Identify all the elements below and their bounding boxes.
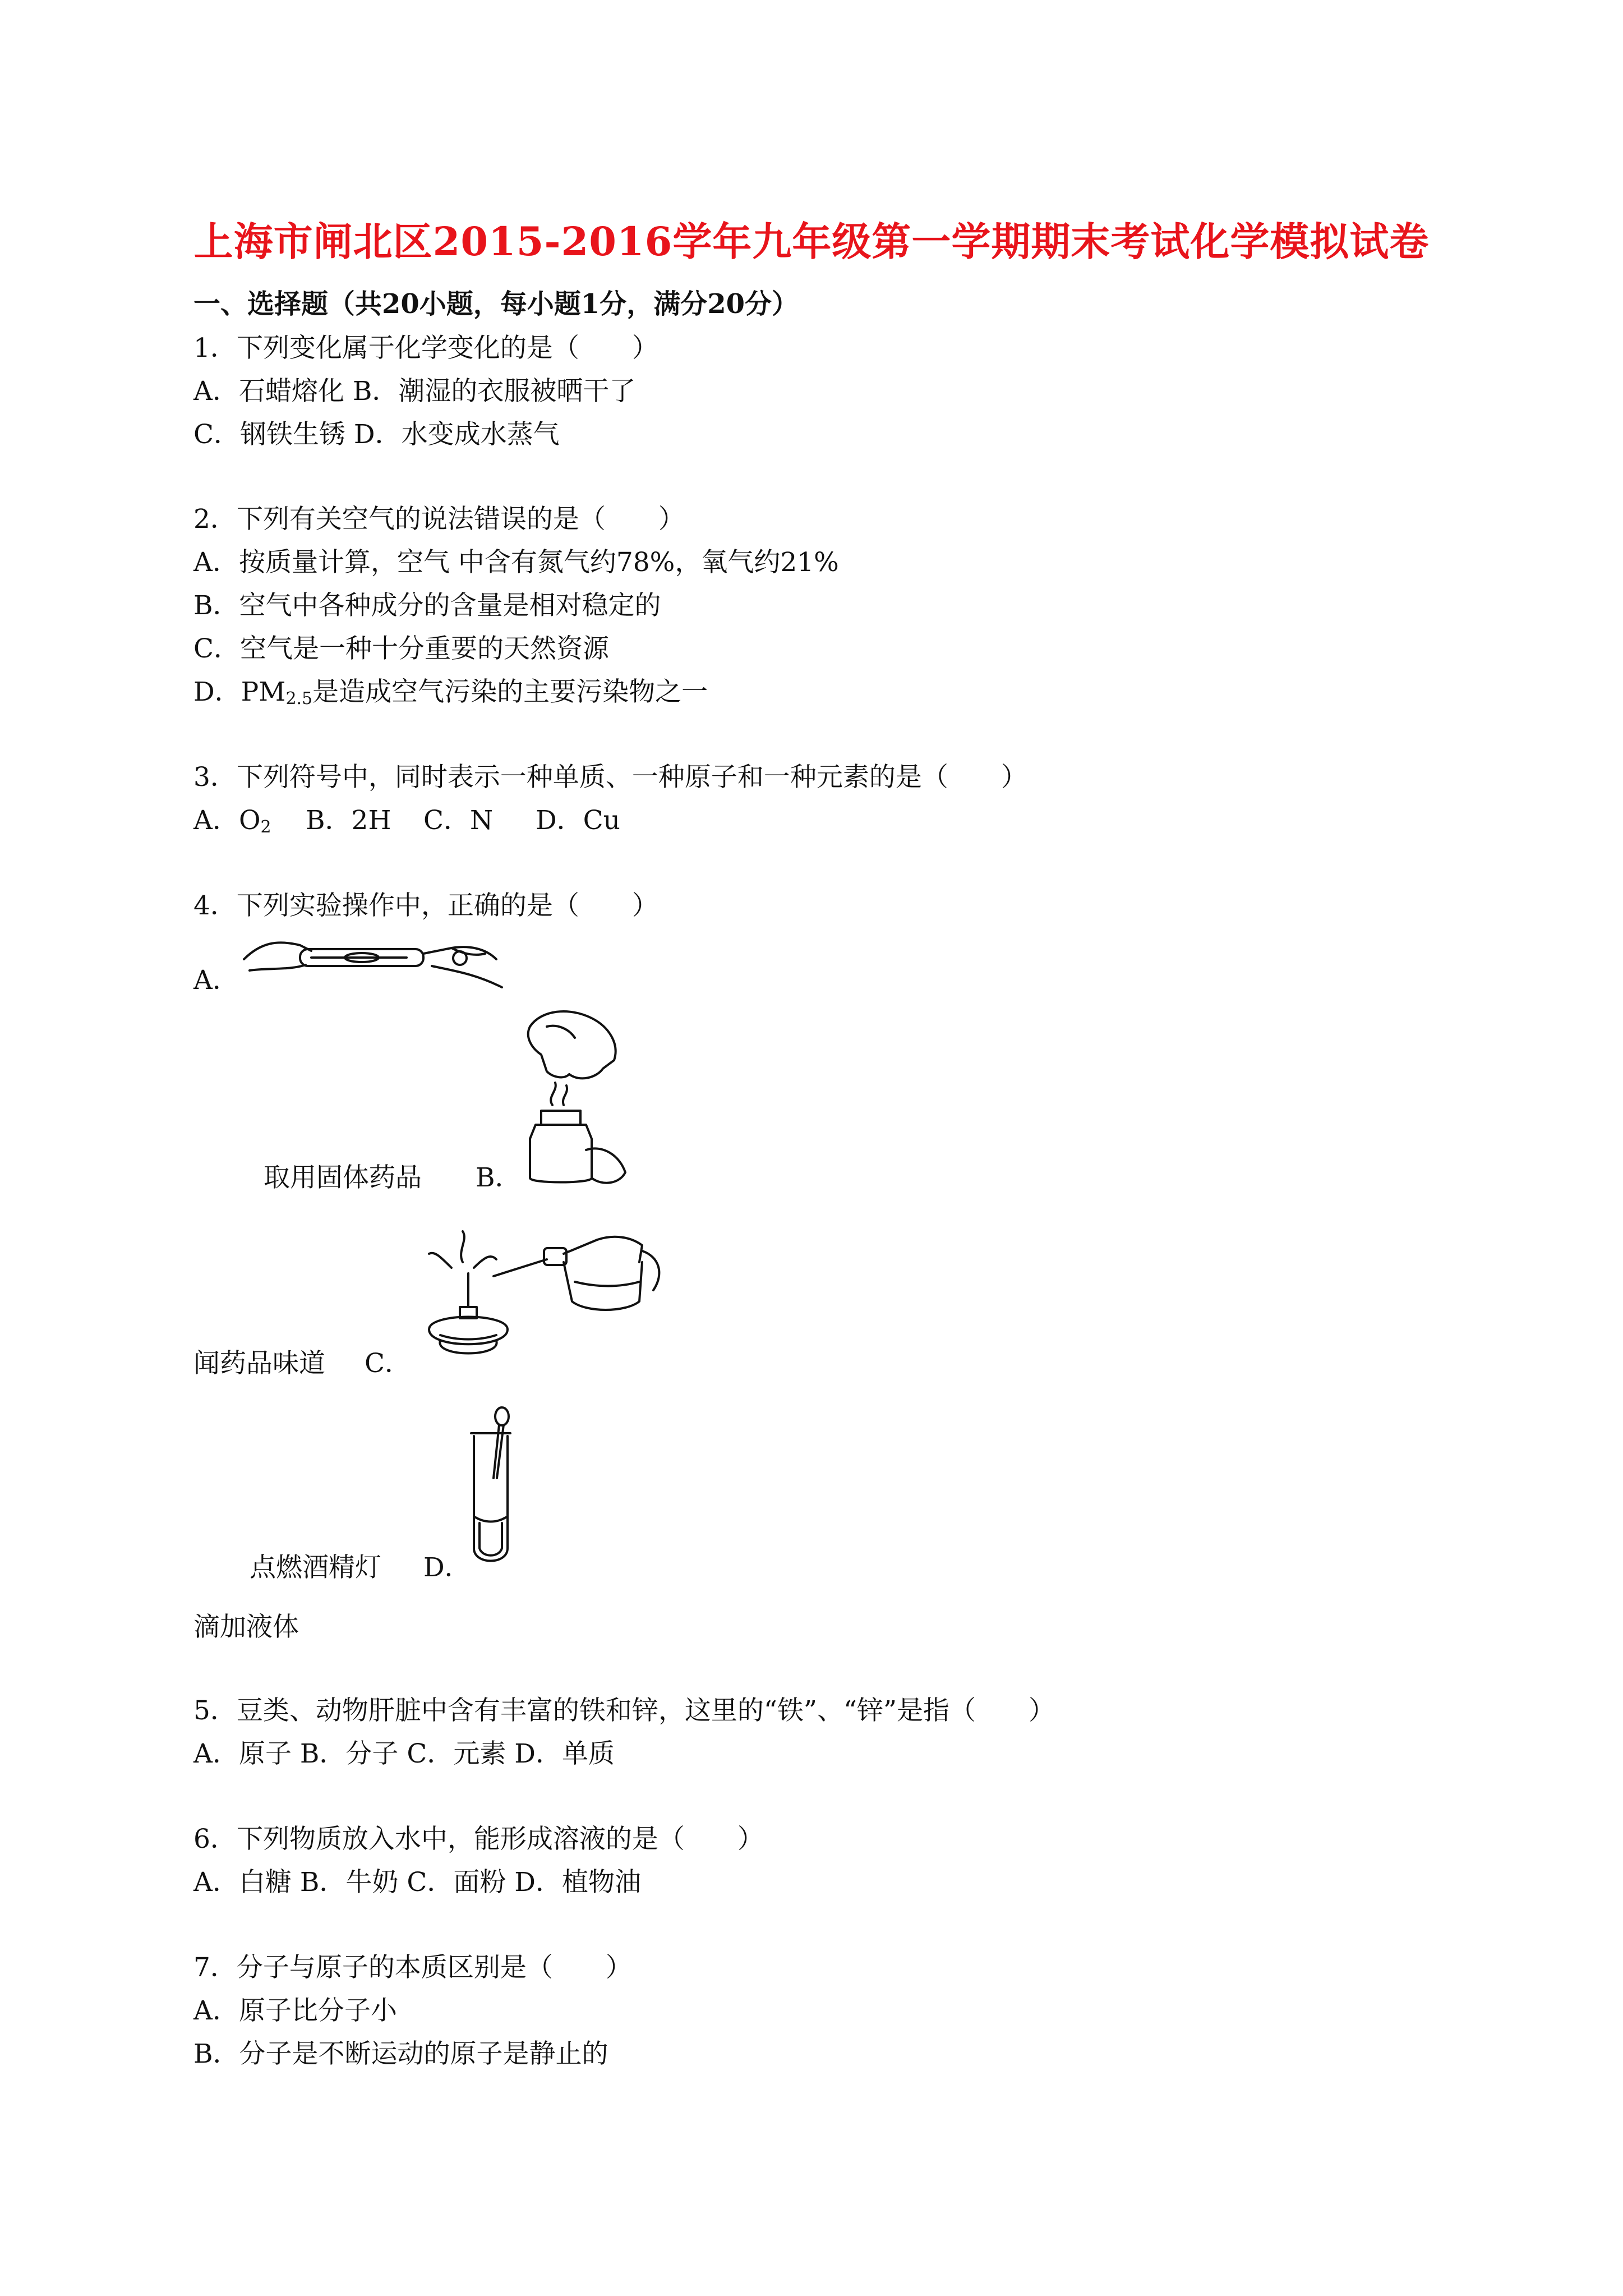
q7-option-a: A．原子比分子小 — [193, 1995, 397, 2026]
smell-reagent-figure — [508, 1004, 653, 1195]
q1-options-line2: C．钢铁生锈 D．水变成水蒸气 — [193, 419, 560, 450]
q4-label-d: D． — [423, 1552, 471, 1583]
q2-stem: 2．下列有关空气的说法错误的是（ ） — [193, 504, 685, 535]
q3-option-d: D．Cu — [536, 805, 620, 836]
q2-option-a: A．按质量计算，空气 中含有氮气约78%，氧气约21% — [193, 547, 839, 578]
q3-option-a-subscript: 2 — [260, 817, 271, 837]
q2-option-c: C．空气是一种十分重要的天然资源 — [193, 633, 609, 664]
q3-option-c: C．N — [423, 805, 494, 836]
q3-option-a-prefix: A．O — [193, 805, 261, 836]
q4-caption-c: 点燃酒精灯 — [250, 1552, 381, 1583]
page-title: 上海市闸北区2015-2016学年九年级第一学期期末考试化学模拟试卷 — [193, 218, 1430, 265]
q2-option-d — [193, 671, 708, 708]
q1-stem: 1．下列变化属于化学变化的是（ ） — [193, 333, 658, 364]
q4-label-a: A． — [193, 965, 239, 996]
q3-stem: 3．下列符号中，同时表示一种单质、一种原子和一种元素的是（ ） — [193, 762, 1027, 793]
q4-label-c: C． — [365, 1348, 411, 1379]
q5-options: A．原子 B．分子 C．元素 D．单质 — [193, 1738, 615, 1769]
q7-stem: 7．分子与原子的本质区别是（ ） — [193, 1952, 632, 1983]
q4-stem: 4．下列实验操作中，正确的是（ ） — [193, 890, 658, 921]
q2-option-d-text: 是造成空气污染的主要污染物之一 — [312, 677, 708, 707]
q7-option-b: B．分子是不断运动的原子是静止的 — [193, 2039, 608, 2069]
test-tube-solid-figure — [238, 926, 519, 999]
q3-option-a — [193, 799, 271, 837]
q6-options: A．白糖 B．牛奶 C．面粉 D．植物油 — [193, 1867, 641, 1898]
q6-stem: 6．下列物质放入水中，能形成溶液的是（ ） — [193, 1824, 764, 1855]
q3-option-b: B．2H — [306, 805, 391, 836]
alcohol-lamp-figure — [418, 1228, 665, 1374]
q5-stem: 5．豆类、动物肝脏中含有丰富的铁和锌，这里的“铁”、“锌”是指（ ） — [193, 1695, 1055, 1726]
q2-option-d-prefix: D．PM — [193, 677, 286, 707]
q4-caption-d: 滴加液体 — [193, 1612, 299, 1642]
q2-option-d-subscript: 2.5 — [285, 689, 313, 708]
q2-option-b: B．空气中各种成分的含量是相对稳定的 — [193, 590, 661, 621]
q4-caption-a: 取用固体药品 — [264, 1162, 422, 1193]
q4-caption-b: 闻药品味道 — [193, 1348, 325, 1379]
q4-label-b: B． — [476, 1162, 522, 1193]
section-heading: 一、选择题（共20小题，每小题1分，满分20分） — [193, 288, 799, 320]
q1-options-line1: A．石蜡熔化 B．潮湿的衣服被晒干了 — [193, 376, 636, 407]
